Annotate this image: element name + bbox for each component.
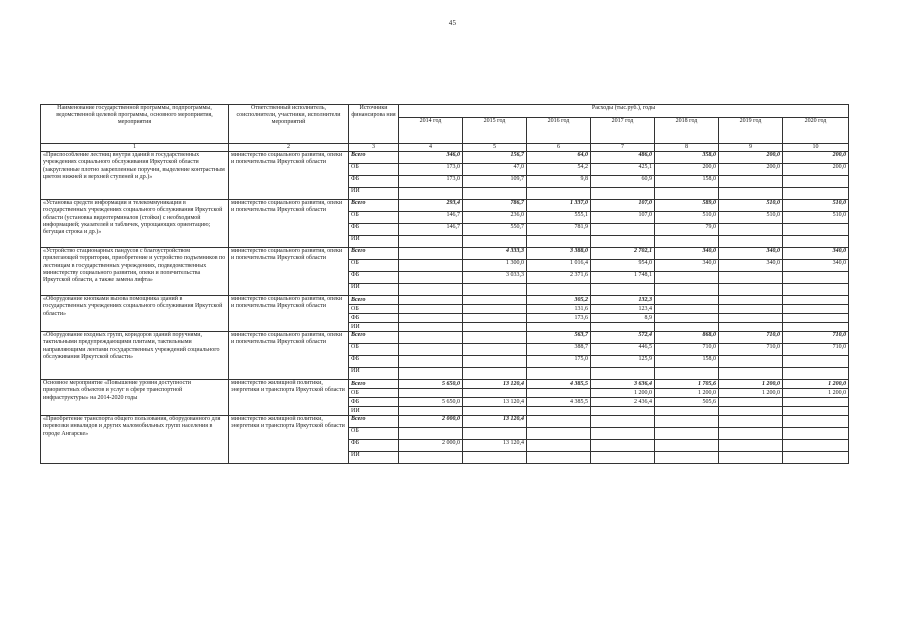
expense-value: 236,0 [463,212,527,224]
expense-value [527,416,591,428]
expense-value [463,356,527,368]
expense-value: 13 120,4 [463,398,527,407]
expense-value [783,416,849,428]
expense-value: 358,0 [655,152,719,164]
expense-value [783,305,849,314]
expense-value [463,188,527,200]
header-year: 2016 год [527,118,591,144]
page-number: 45 [448,19,457,27]
expense-value: 346,0 [399,152,463,164]
expense-value: 510,0 [783,212,849,224]
expense-value [527,407,591,416]
expense-value: 510,0 [783,200,849,212]
expense-value: 123,4 [591,305,655,314]
expense-value [655,284,719,296]
expense-value: 173,0 [399,164,463,176]
expense-value [527,323,591,332]
expense-value [783,176,849,188]
expense-value: 125,9 [591,356,655,368]
expense-value: 132,3 [591,296,655,305]
funding-source: Всего [349,248,399,260]
expense-value: 510,0 [655,212,719,224]
expense-value [591,284,655,296]
executor: министерство социального развития, опеки и попечительства Иркутской области [229,152,349,200]
expense-value [783,188,849,200]
expense-value: 5 650,0 [399,380,463,389]
table-body [41,152,849,464]
executor: министерство жилищной политики, энергетики и транспорта Иркутской области [229,416,349,464]
expense-value [719,314,783,323]
expense-value: 1 200,0 [591,389,655,398]
funding-source: ОБ [349,389,399,398]
expense-value: 340,0 [655,260,719,272]
column-number: 9 [719,144,783,152]
funding-source: ОБ [349,260,399,272]
expense-value: 158,0 [655,356,719,368]
expense-value: 1 705,6 [655,380,719,389]
column-number: 3 [349,144,399,152]
expense-value [655,314,719,323]
expense-value [399,296,463,305]
expense-value: 340,0 [783,248,849,260]
expense-value: 64,0 [527,152,591,164]
expense-value [719,236,783,248]
expense-value: 200,0 [655,164,719,176]
expense-value: 293,4 [399,200,463,212]
expense-value [783,428,849,440]
expense-value: 340,0 [783,260,849,272]
expense-value: 200,0 [719,164,783,176]
expense-value: 200,0 [719,152,783,164]
expense-value: 510,0 [719,212,783,224]
expense-value: 781,9 [527,224,591,236]
expense-value [463,368,527,380]
column-number: 8 [655,144,719,152]
expense-value [463,332,527,344]
funding-source: Всего [349,152,399,164]
expense-value [527,440,591,452]
header-year: 2018 год [655,118,719,144]
expense-value: 173,0 [399,176,463,188]
expense-value: 158,0 [655,176,719,188]
funding-source: ИИ [349,323,399,332]
expense-value [655,296,719,305]
expense-value: 563,7 [527,332,591,344]
expense-value [527,368,591,380]
expense-value [783,323,849,332]
expense-value: 1 200,0 [783,389,849,398]
expense-value: 9,8 [527,176,591,188]
funding-source: ИИ [349,407,399,416]
expense-value [655,368,719,380]
expense-value [719,452,783,464]
expense-value: 425,1 [591,164,655,176]
expense-value [463,323,527,332]
expense-value: 107,0 [591,200,655,212]
expense-value: 388,7 [527,344,591,356]
expense-value: 13 120,4 [463,380,527,389]
expense-value: 505,6 [655,398,719,407]
expense-value [399,389,463,398]
table-row [41,152,849,164]
table-row [41,380,849,389]
expense-value: 1 200,0 [655,389,719,398]
measure-name: «Оборудование входных групп, коридоров зданий поручнями, тактильными предупреждающими плитами, тактильными направляющими лентами государственных учреждений социального обслуживания Иркутской области» [41,332,229,380]
funding-source: ФБ [349,314,399,323]
funding-source: ИИ [349,236,399,248]
expense-value [719,176,783,188]
funding-source: Всего [349,332,399,344]
expense-value [463,296,527,305]
expense-value [719,407,783,416]
column-number-row [41,144,849,152]
header-source: Источники финансирова ния [349,105,399,144]
expense-value [655,407,719,416]
expense-value [527,188,591,200]
expense-value [719,296,783,305]
header-year: 2019 год [719,118,783,144]
expense-value [399,407,463,416]
table-header [41,105,849,152]
expense-value [783,398,849,407]
expense-value: 1 016,4 [527,260,591,272]
expense-value [399,332,463,344]
expense-value: 156,7 [463,152,527,164]
measure-name: «Приобретение транспорта общего пользования, оборудованного для перевозки инвалидов и других маломобильных групп населения в городе Ангарске» [41,416,229,464]
expense-value [527,428,591,440]
expense-value: 710,0 [783,344,849,356]
expense-value [655,272,719,284]
executor: министерство социального развития, опеки и попечительства Иркутской области [229,332,349,380]
header-executor: Ответственный исполнитель, соисполнители, участники, исполнители мероприятий [229,105,349,144]
funding-source: ФБ [349,224,399,236]
measure-name: «Установка средств информации и телекоммуникации в государственных учреждениях социального обслуживания Иркутской области (установка видеотерминалов (стойки) с необходимой информацией; указателей и табличек, упрощающих ориентацию; бегущая строка и др.)» [41,200,229,248]
expense-value: 131,6 [527,305,591,314]
expense-value [527,236,591,248]
expense-value: 550,7 [463,224,527,236]
column-number: 4 [399,144,463,152]
expense-value [463,305,527,314]
column-number: 6 [527,144,591,152]
expense-value [463,428,527,440]
expense-value [655,440,719,452]
expense-value [783,272,849,284]
expense-value: 786,7 [463,200,527,212]
table-row [41,200,849,212]
expense-value [783,224,849,236]
column-number: 2 [229,144,349,152]
table-row [41,248,849,260]
column-number: 7 [591,144,655,152]
expense-value [783,356,849,368]
expense-value [399,260,463,272]
expenses-table [40,104,849,464]
expense-value: 13 120,4 [463,440,527,452]
funding-source: ИИ [349,188,399,200]
expense-value: 13 120,4 [463,416,527,428]
expense-value [783,296,849,305]
expense-value [463,344,527,356]
expense-value [719,416,783,428]
expense-value: 3 033,3 [463,272,527,284]
funding-source: Всего [349,200,399,212]
funding-source: ОБ [349,305,399,314]
expense-value: 572,4 [591,332,655,344]
funding-source: ФБ [349,356,399,368]
table-row [41,416,849,428]
expense-value: 1 337,0 [527,200,591,212]
funding-source: Всего [349,416,399,428]
expense-value: 2 436,4 [591,398,655,407]
expense-value [655,188,719,200]
expense-value [591,323,655,332]
expense-value [655,236,719,248]
expense-value [783,236,849,248]
expense-value [527,389,591,398]
funding-source: ФБ [349,398,399,407]
executor: министерство социального развития, опеки и попечительства Иркутской области [229,248,349,296]
funding-source: ФБ [349,440,399,452]
expense-value [719,398,783,407]
expense-value [399,323,463,332]
expense-value [591,428,655,440]
expense-value: 954,0 [591,260,655,272]
expense-value: 2 000,0 [399,416,463,428]
expense-value: 340,0 [655,248,719,260]
expense-value: 109,7 [463,176,527,188]
expense-value [719,428,783,440]
expense-value [591,407,655,416]
expense-value: 4 385,5 [527,380,591,389]
expense-value [527,452,591,464]
header-name: Наименование государственной программы, подпрограммы, ведомственной целевой программы, основного мероприятия, мероприятия [41,105,229,144]
expense-value: 340,0 [719,248,783,260]
executor: министерство социального развития, опеки и попечительства Иркутской области [229,200,349,248]
column-number: 10 [783,144,849,152]
expense-value: 175,0 [527,356,591,368]
expense-value [783,284,849,296]
expense-value: 4 333,3 [463,248,527,260]
table-row [41,332,849,344]
expense-value: 60,9 [591,176,655,188]
measure-name: Основное мероприятие «Повышение уровня доступности приоритетных объектов и услуг в сфере транспортной инфраструктуры» на 2014-2020 годы [41,380,229,416]
expense-value [399,272,463,284]
expense-value: 589,0 [655,200,719,212]
expense-value [463,314,527,323]
funding-source: ОБ [349,212,399,224]
expense-value [655,323,719,332]
expense-value [591,452,655,464]
expense-value [399,368,463,380]
expense-value: 8,9 [591,314,655,323]
expense-value: 2 371,6 [527,272,591,284]
expense-value: 340,0 [719,260,783,272]
funding-source: ИИ [349,452,399,464]
expense-value: 710,0 [783,332,849,344]
expense-value: 173,6 [527,314,591,323]
expense-value [719,440,783,452]
expense-value [399,428,463,440]
header-year: 2015 год [463,118,527,144]
expense-value [527,284,591,296]
expense-value [463,389,527,398]
expense-value [399,284,463,296]
expense-value: 47,0 [463,164,527,176]
expense-value: 1 300,0 [463,260,527,272]
expense-value [719,272,783,284]
measure-name: «Приспособление лестниц внутри зданий в государственных учреждениях социального обслуживания Иркутской области (закругленные плотно закрепленные поручни, выделение контрастным цветом нижней и верхней ступеней и др.)» [41,152,229,200]
executor: министерство жилищной политики, энергетики и транспорта Иркутской области [229,380,349,416]
expense-value: 146,7 [399,224,463,236]
expense-value [719,323,783,332]
header-expenses: Расходы (тыс.руб.), годы [399,105,849,118]
expense-value [783,407,849,416]
expense-value: 54,2 [527,164,591,176]
expense-value [655,452,719,464]
expense-value [399,248,463,260]
expense-value: 146,7 [399,212,463,224]
expense-value [463,407,527,416]
expense-value: 4 385,5 [527,398,591,407]
expense-value [783,368,849,380]
funding-source: Всего [349,296,399,305]
header-year: 2017 год [591,118,655,144]
expense-value: 710,0 [719,344,783,356]
expense-value: 2 702,1 [591,248,655,260]
table-row [41,296,849,305]
expense-value [399,188,463,200]
measure-name: «Оборудование кнопками вызова помощника зданий в государственных учреждениях социального обслуживания Иркутской области» [41,296,229,332]
expense-value: 1 200,0 [783,380,849,389]
expense-value: 710,0 [655,344,719,356]
funding-source: ИИ [349,368,399,380]
expense-value [463,284,527,296]
funding-source: ИИ [349,284,399,296]
expense-value: 446,5 [591,344,655,356]
expense-value: 200,0 [783,152,849,164]
funding-source: ОБ [349,344,399,356]
expense-value [399,305,463,314]
expense-value [399,356,463,368]
expense-value: 3 388,0 [527,248,591,260]
expense-value: 5 650,0 [399,398,463,407]
header-year: 2014 год [399,118,463,144]
expense-value: 3 636,4 [591,380,655,389]
expense-value: 868,0 [655,332,719,344]
column-number: 5 [463,144,527,152]
expense-value [463,236,527,248]
column-number: 1 [41,144,229,152]
expense-value [399,452,463,464]
expense-value [719,356,783,368]
expense-value [719,284,783,296]
expense-value [399,314,463,323]
expense-value: 107,0 [591,212,655,224]
expense-value [591,224,655,236]
funding-source: ОБ [349,428,399,440]
expense-value: 1 200,0 [719,380,783,389]
expense-value [591,440,655,452]
header-year: 2020 год [783,118,849,144]
expense-value [719,368,783,380]
expense-value: 2 000,0 [399,440,463,452]
expense-value [591,416,655,428]
expense-value [783,314,849,323]
executor: министерство социального развития, опеки и попечительства Иркутской области [229,296,349,332]
expense-value [655,305,719,314]
expense-value: 1 200,0 [719,389,783,398]
funding-source: Всего [349,380,399,389]
expense-value: 486,0 [591,152,655,164]
expense-value [783,440,849,452]
expense-value: 79,0 [655,224,719,236]
expense-value [591,236,655,248]
expense-value: 200,0 [783,164,849,176]
expense-value [591,188,655,200]
expense-value: 305,2 [527,296,591,305]
expense-value [655,416,719,428]
expense-value: 710,0 [719,332,783,344]
expense-value [719,305,783,314]
expense-value [591,368,655,380]
expense-value [719,188,783,200]
expense-value [399,236,463,248]
expense-value: 555,1 [527,212,591,224]
expense-value [719,224,783,236]
expense-value [399,344,463,356]
funding-source: ОБ [349,164,399,176]
expense-value: 1 748,1 [591,272,655,284]
funding-source: ФБ [349,272,399,284]
expense-value [655,428,719,440]
expense-value: 510,0 [719,200,783,212]
expense-value [783,452,849,464]
measure-name: «Устройство стационарных пандусов с благоустройством прилегающей территории, приобретение и устройство подъемников по лестницам в государственных учреждениях, подведомственных министерству социального развития, опеки и попечительства Иркутской области, а также замена лифта» [41,248,229,296]
expense-value [463,452,527,464]
funding-source: ФБ [349,176,399,188]
